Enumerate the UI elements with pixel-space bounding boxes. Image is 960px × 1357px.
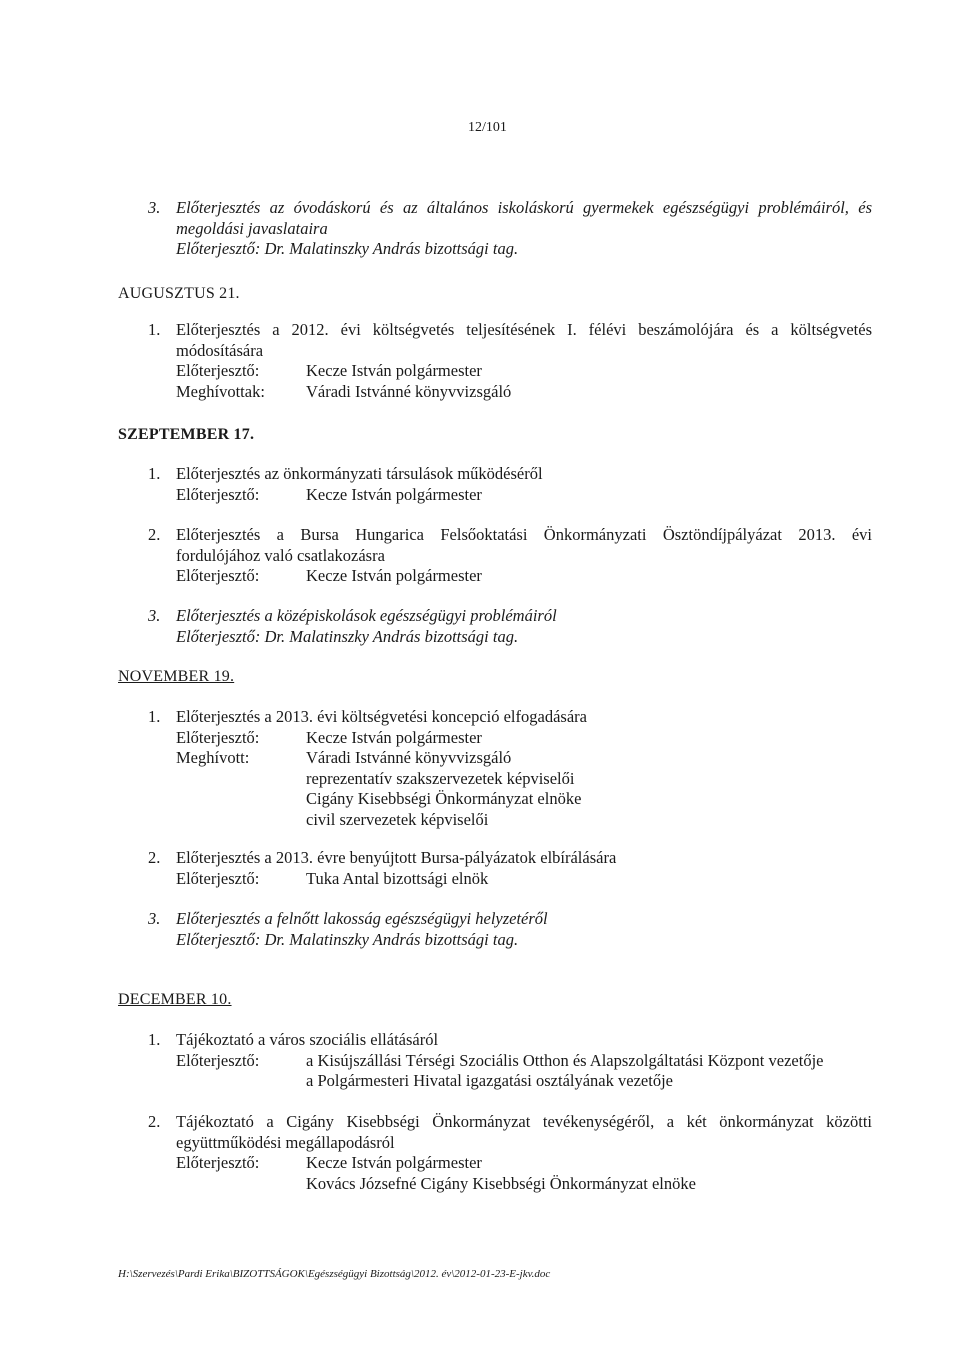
presenter-value: Kecze István polgármester [306,566,482,585]
item-presenter: Előterjesztő: Dr. Malatinszky András bizottsági tag. [176,626,519,646]
item-number: 2. [148,525,161,544]
item-number: 3. [148,198,161,217]
agenda-item [148,606,872,647]
item-title-line: Előterjesztés a 2013. évre benyújtott Bursa-pályázatok elbírálására [176,848,617,867]
item-title-line: Előterjesztés a 2013. évi költségvetési koncepció elfogadására [176,707,587,726]
presenter-value: a Polgármesteri Hivatal igazgatási osztályának vezetője [306,1071,673,1090]
presenter-label: Előterjesztő: [176,1153,260,1172]
item-title-line: megoldási javaslataira [176,218,328,238]
item-title-line: Tájékoztató a Cigány Kisebbségi Önkormányzat tevékenységéről, a két önkormányzat közötti [176,1112,872,1131]
section-heading-november: NOVEMBER 19. [118,668,235,685]
item-number: 2. [148,848,161,867]
invited-value: civil szervezetek képviselői [306,809,489,829]
invited-value: Cigány Kisebbségi Önkormányzat elnöke [306,789,582,808]
agenda-item [148,909,872,950]
item-presenter: Előterjesztő: Dr. Malatinszky András bizottsági tag. [176,239,519,258]
item-title-line: Előterjesztés az önkormányzati társulások működéséről [176,464,543,483]
invited-label: Meghívottak: [176,381,265,401]
presenter-value: Kecze István polgármester [306,1153,482,1172]
page-number: 12/101 [468,120,507,135]
presenter-label: Előterjesztő: [176,727,260,747]
invited-label: Meghívott: [176,748,250,767]
item-title-line: Tájékoztató a város szociális ellátásáról [176,1030,439,1049]
presenter-label: Előterjesztő: [176,1050,260,1070]
item-number: 1. [148,1030,161,1049]
item-title-line: módosítására [176,340,264,360]
presenter-label: Előterjesztő: [176,868,260,888]
invited-value: reprezentatív szakszervezetek képviselői [306,768,575,788]
agenda-item [148,848,872,889]
presenter-value: Tuka Antal bizottsági elnök [306,868,489,888]
presenter-value: Kecze István polgármester [306,727,482,747]
item-title-line: Előterjesztés a felnőtt lakosság egészségügyi helyzetéről [176,909,548,928]
invited-value: Váradi Istvánné könyvvizsgáló [306,748,512,767]
item-number: 3. [148,909,161,928]
item-title-line: Előterjesztés a 2012. évi költségvetés teljesítésének I. félévi beszámolójára és a költségvetés [176,320,872,339]
item-number: 1. [148,464,161,483]
presenter-value: Kecze István polgármester [306,484,482,504]
item-number: 1. [148,320,161,339]
item-title-line: Előterjesztés az óvodáskorú és az általános iskoláskorú gyermekek egészségügyi problémáiról, és [176,198,872,217]
presenter-value: a Kisújszállási Térségi Szociális Otthon és Alapszolgáltatási Központ vezetője [306,1050,824,1070]
item-title-line: Előterjesztés a Bursa Hungarica Felsőoktatási Önkormányzati Ösztöndíjpályázat 2013. évi [176,525,872,544]
item-title-line: fordulójához való csatlakozásra [176,545,385,565]
agenda-item [148,525,872,587]
presenter-value: Kecze István polgármester [306,361,482,380]
agenda-item [148,320,872,402]
agenda-item [148,464,872,505]
item-presenter: Előterjesztő: Dr. Malatinszky András bizottsági tag. [176,929,519,949]
invited-value: Váradi Istvánné könyvvizsgáló [306,381,512,401]
section-heading-august: AUGUSZTUS 21. [118,285,240,302]
presenter-label: Előterjesztő: [176,566,260,585]
agenda-item [148,1030,872,1092]
item-title-line: Előterjesztés a középiskolások egészségügyi problémáiról [176,606,557,625]
agenda-item [148,707,872,830]
item-number: 2. [148,1112,161,1131]
footer-file-path: H:\Szervezés\Pardi Erika\BIZOTTSÁGOK\Egészségügyi Bizottság\2012. év\2012-01-23-E-jkv.doc [118,1268,551,1280]
agenda-item [148,1112,872,1194]
presenter-value: Kovács Józsefné Cigány Kisebbségi Önkormányzat elnöke [306,1173,696,1193]
section-heading-december: DECEMBER 10. [118,991,232,1008]
section-heading-september: SZEPTEMBER 17. [118,426,255,443]
agenda-item [148,198,872,260]
presenter-label: Előterjesztő: [176,361,260,380]
item-number: 1. [148,707,161,726]
item-title-line: együttműködési megállapodásról [176,1132,395,1152]
item-number: 3. [148,606,161,625]
presenter-label: Előterjesztő: [176,484,260,504]
